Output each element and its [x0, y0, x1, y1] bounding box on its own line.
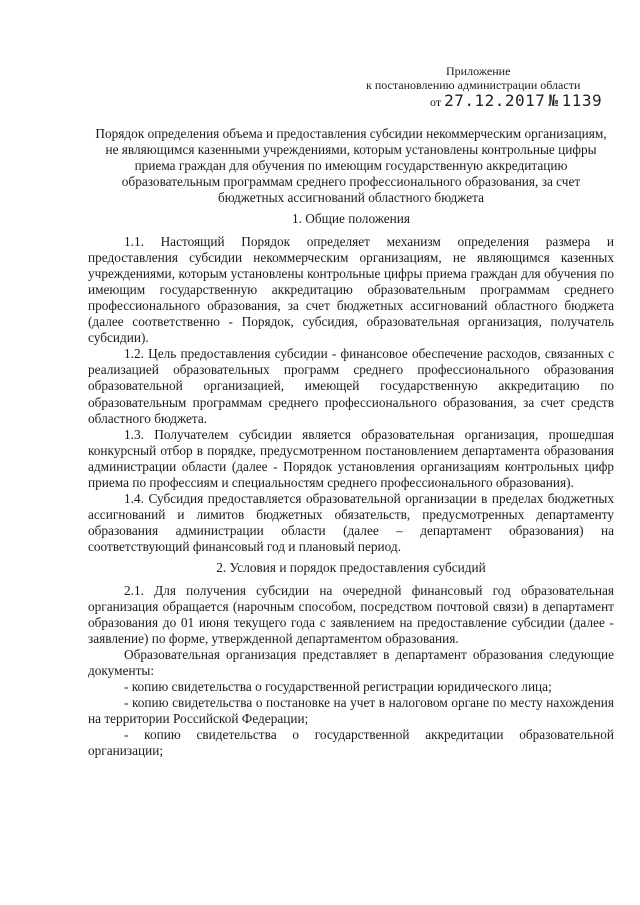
- appendix-date-prefix: от: [430, 95, 442, 109]
- appendix-date: 27.12.2017: [444, 91, 546, 110]
- paragraph-2-1: 2.1. Для получения субсидии на очередной финансовый год образовательная организация обращается (нарочным способом, посредством почтовой связи) в департамент образования до 01 июня текущего года с заявлением на предоставление субсидии (далее - заявление) по форме, утвержденной департаментом образования.: [88, 582, 614, 646]
- appendix-block: [360, 64, 610, 109]
- section-heading-general: 1. Общие положения: [291, 211, 411, 227]
- appendix-decree-line: к постановлению администрации области: [366, 78, 581, 92]
- appendix-number: 1139: [561, 91, 603, 110]
- appendix-title: Приложение: [446, 64, 511, 78]
- appendix-date-line: [360, 91, 610, 110]
- list-item-accreditation: - копию свидетельства о государственной аккредитации образовательной организации;: [88, 727, 614, 759]
- list-item-registration: - копию свидетельства о государственной регистрации юридического лица;: [124, 679, 552, 695]
- appendix-number-sign: №: [548, 91, 559, 110]
- paragraph-1-1: 1.1. Настоящий Порядок определяет механизм определения размера и предоставления субсидии некоммерческим организациям, не являющимся казенных учреждениями, которым установлены контрольные цифры приема граждан для обучения по имеющим государственную аккредитацию образовательным программам среднего профессионального образования, за счет бюджетных ассигнований областного бюджета (далее соответственно - Порядок, субсидия, образовательная организация, получатель субсидии).: [88, 233, 614, 346]
- paragraph-documents-intro: Образовательная организация представляет в департамент образования следующие документы:: [88, 646, 614, 678]
- section-heading-conditions: 2. Условия и порядок предоставления субсидий: [216, 560, 486, 576]
- paragraph-1-3: 1.3. Получателем субсидии является образовательная организация, прошедшая конкурсный отбор в порядке, предусмотренном постановлением департамента образования администрации области (далее - Порядок установления организациям контрольных цифр приема по профессиям и специальностям среднего профессионального образования).: [88, 426, 614, 490]
- document-body: [88, 126, 614, 760]
- document-title: Порядок определения объема и предоставления субсидии некоммерческим организациям, не являющимся казенными учреждениями, которым установлены контрольные цифры приема граждан для обучения по имеющим государственную аккредитацию образовательным программам среднего профессионального образования, за счет бюджетных ассигнований областного бюджета: [95, 126, 607, 206]
- paragraph-1-2: 1.2. Цель предоставления субсидии - финансовое обеспечение расходов, связанных с реализацией образовательных программ среднего профессионального образования образовательной организацией, имеющей государственную аккредитацию по образовательным программам среднего профессионального образования, за счет средств областного бюджета.: [88, 346, 614, 426]
- paragraph-1-4: 1.4. Субсидия предоставляется образовательной организации в пределах бюджетных ассигнований и лимитов бюджетных обязательств, предусмотренных департаменту образования администрации области (далее – департамент образования) на соответствующий финансовый год и плановый период.: [88, 491, 614, 555]
- list-item-tax-registration: - копию свидетельства о постановке на учет в налоговом органе по месту нахождения на территории Российской Федерации;: [88, 695, 614, 727]
